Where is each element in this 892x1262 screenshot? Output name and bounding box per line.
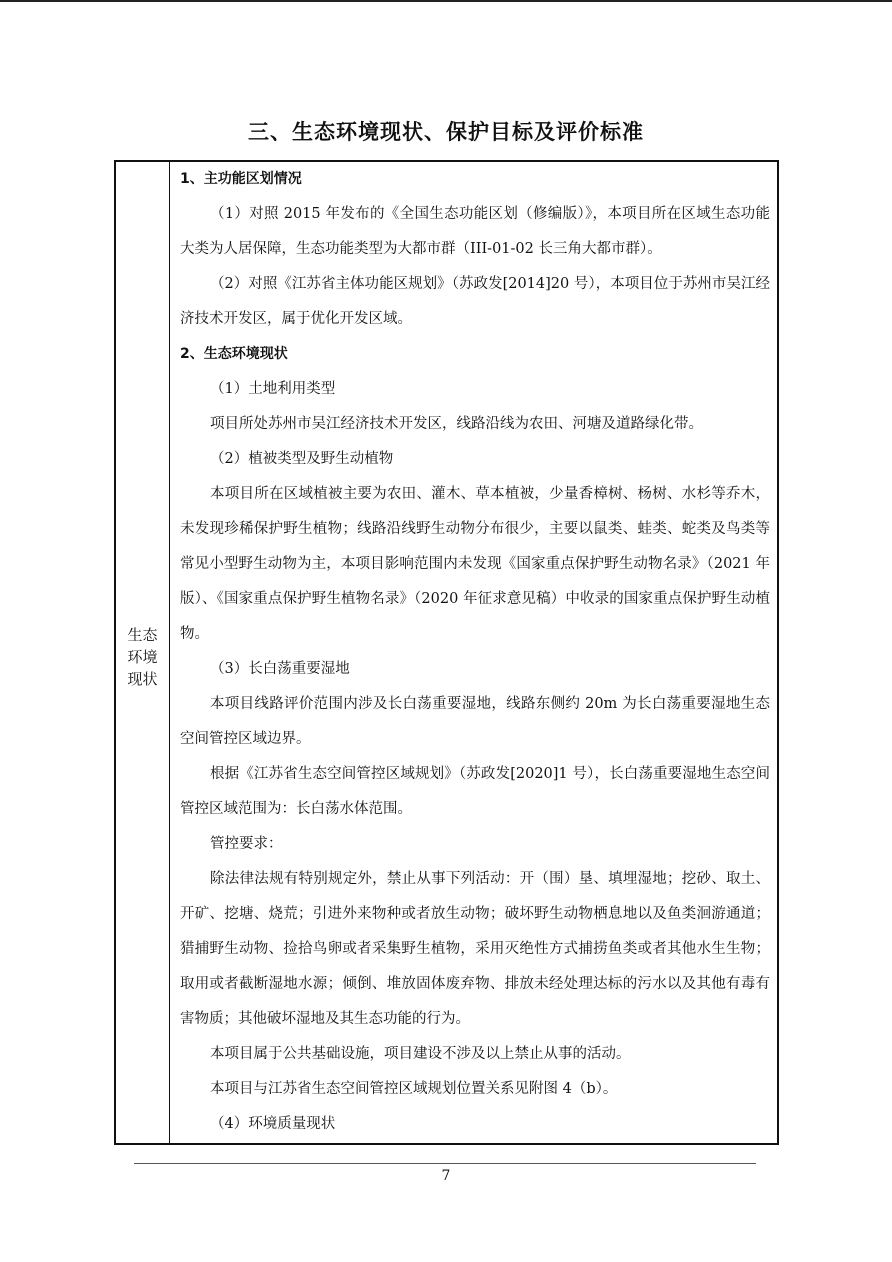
body-paragraph: 项目所处苏州市吴江经济技术开发区，线路沿线为农田、河塘及道路绿化带。 (210, 416, 703, 432)
body-paragraph: 本项目所在区域植被主要为农田、灌木、草本植被，少量香樟树、杨树、水杉等乔木，未发现珍稀保护野生植物；线路沿线野生动物分布很少，主要以鼠类、蛙类、蛇类及鸟类等常见小型野生动物为主，本项目影响范围内未发现《国家重点保护野生动物名录》（2021 年版）、《国家重点保护野生植物名录》（2020 年征求意见稿）中收录的国家重点保护野生动植物。 (180, 486, 770, 642)
body-paragraph: （2）植被类型及野生动植物 (210, 451, 394, 467)
body-paragraph: 除法律法规有特别规定外，禁止从事下列活动：开（围）垦、填埋湿地；挖砂、取土、开矿、挖塘、烧荒；引进外来物种或者放生动物；破坏野生动物栖息地以及鱼类洄游通道；猎捕野生动物、捡拾鸟卵或者采集野生植物，采用灭绝性方式捕捞鱼类或者其他水生生物；取用或者截断湿地水源；倾倒、堆放固体废弃物、排放未经处理达标的污水以及其他有毒有害物质；其他破坏湿地及其生态功能的行为。 (180, 871, 770, 1027)
content-cell (180, 162, 770, 1142)
category-label-line: 生态 (127, 626, 158, 644)
body-paragraph: 本项目属于公共基础设施，项目建设不涉及以上禁止从事的活动。 (210, 1046, 631, 1062)
section-title: 三、生态环境现状、保护目标及评价标准 (248, 120, 644, 144)
body-paragraph: （1）土地利用类型 (210, 381, 336, 397)
section-heading: 2、生态环境现状 (180, 346, 288, 362)
category-column (116, 162, 170, 1143)
body-paragraph: （1）对照 2015 年发布的《全国生态功能区划（修编版）》，本项目所在区域生态功能大类为人居保障，生态功能类型为大都市群（III-01-02 长三角大都市群）。 (180, 206, 770, 257)
body-paragraph: （3）长白荡重要湿地 (210, 661, 350, 677)
category-label (116, 624, 169, 690)
page-number: 7 (441, 1168, 451, 1184)
body-paragraph: 根据《江苏省生态空间管控区域规划》（苏政发[2020]1 号），长白荡重要湿地生态空间管控区域范围为：长白荡水体范围。 (180, 766, 770, 817)
body-paragraph: 本项目与江苏省生态空间管控区域规划位置关系见附图 4（b）。 (210, 1081, 618, 1097)
category-label-line: 环境 (127, 648, 158, 666)
content-table (114, 160, 779, 1145)
section-heading: 1、主功能区划情况 (180, 171, 302, 187)
body-paragraph: （4）环境质量现状 (210, 1116, 336, 1132)
footer-line (134, 1163, 756, 1164)
body-paragraph: （2）对照《江苏省主体功能区规划》（苏政发[2014]20 号），本项目位于苏州市吴江经济技术开发区，属于优化开发区域。 (180, 276, 770, 327)
body-paragraph: 管控要求： (210, 836, 283, 852)
category-label-line: 现状 (127, 670, 158, 688)
top-border-line (0, 0, 892, 2)
body-paragraph: 本项目线路评价范围内涉及长白荡重要湿地，线路东侧约 20m 为长白荡重要湿地生态空间管控区域边界。 (180, 696, 770, 747)
